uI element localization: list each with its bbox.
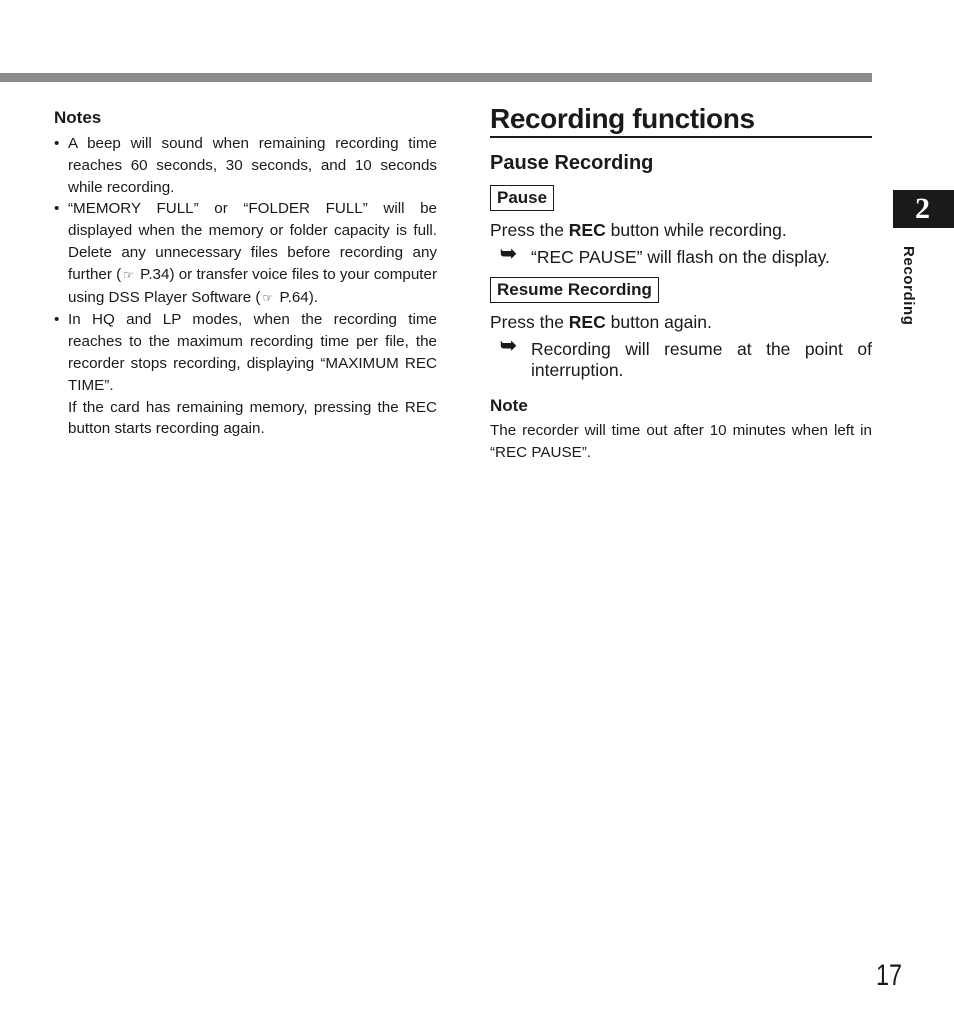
resume-result — [490, 335, 872, 381]
bullet-icon: • — [54, 200, 60, 218]
resume-label-wrap — [490, 277, 872, 303]
note-item — [54, 133, 437, 198]
result-arrow-icon: ➥ — [500, 243, 517, 265]
resume-instruction — [490, 311, 872, 333]
instruction-text: Press the — [490, 220, 569, 240]
header-rule — [0, 73, 872, 82]
pause-result — [490, 243, 872, 268]
chapter-number-tab: 2 — [893, 190, 954, 228]
section-title: Recording functions — [490, 102, 872, 138]
notes-section — [54, 108, 437, 440]
note-item — [54, 198, 437, 309]
note-text-continued: If the card has remaining memory, pressing the REC button starts recording again. — [68, 398, 437, 438]
note-text-part: “MEMORY FULL” or “FOLDER FULL” will be displayed when the memory or folder capacity is full. Delete any unnecessary files before recording any further ( — [68, 200, 437, 283]
page-reference-icon: ☞ — [262, 290, 274, 305]
note-text — [68, 198, 437, 309]
rec-button-name: REC — [568, 220, 606, 240]
notes-heading: Notes — [54, 108, 102, 127]
instruction-text: button while recording. — [605, 220, 787, 240]
note-text: In HQ and LP modes, when the recording time reaches to the maximum recording time per file, the recorder stops recording, displaying “MAXIMUM REC TIME”. — [68, 311, 437, 394]
instruction-text: Press the — [490, 312, 569, 332]
bullet-icon: • — [54, 311, 60, 329]
pause-recording-heading: Pause Recording — [490, 152, 654, 174]
bullet-icon: • — [54, 135, 60, 152]
pause-label-wrap — [490, 185, 872, 211]
result-arrow-icon: ➥ — [500, 335, 517, 357]
note-heading: Note — [490, 396, 528, 415]
note-text: A beep will sound when remaining recording time reaches 60 seconds, 30 seconds, and 10 seconds while recording. — [68, 135, 437, 196]
resume-recording-label: Resume Recording — [490, 277, 659, 303]
page-reference-icon: ☞ — [123, 267, 134, 282]
note-text-part: P.64). — [275, 288, 319, 306]
recording-functions-section — [490, 102, 872, 464]
pause-label: Pause — [490, 185, 554, 211]
note-text-part: P.34) or transfer voice files to your computer using DSS Player Software ( — [68, 265, 438, 306]
rec-button-name: REC — [568, 312, 606, 332]
notes-list — [54, 133, 437, 440]
note-text: The recorder will time out after 10 minutes when left in “REC PAUSE”. — [490, 422, 872, 461]
pause-instruction — [490, 219, 872, 241]
instruction-text: button again. — [605, 312, 712, 332]
page-number: 17 — [876, 959, 903, 992]
result-text: “REC PAUSE” will flash on the display. — [531, 247, 830, 267]
note-item — [54, 309, 437, 440]
chapter-label: Recording — [900, 246, 917, 326]
result-text: Recording will resume at the point of interruption. — [531, 339, 872, 380]
